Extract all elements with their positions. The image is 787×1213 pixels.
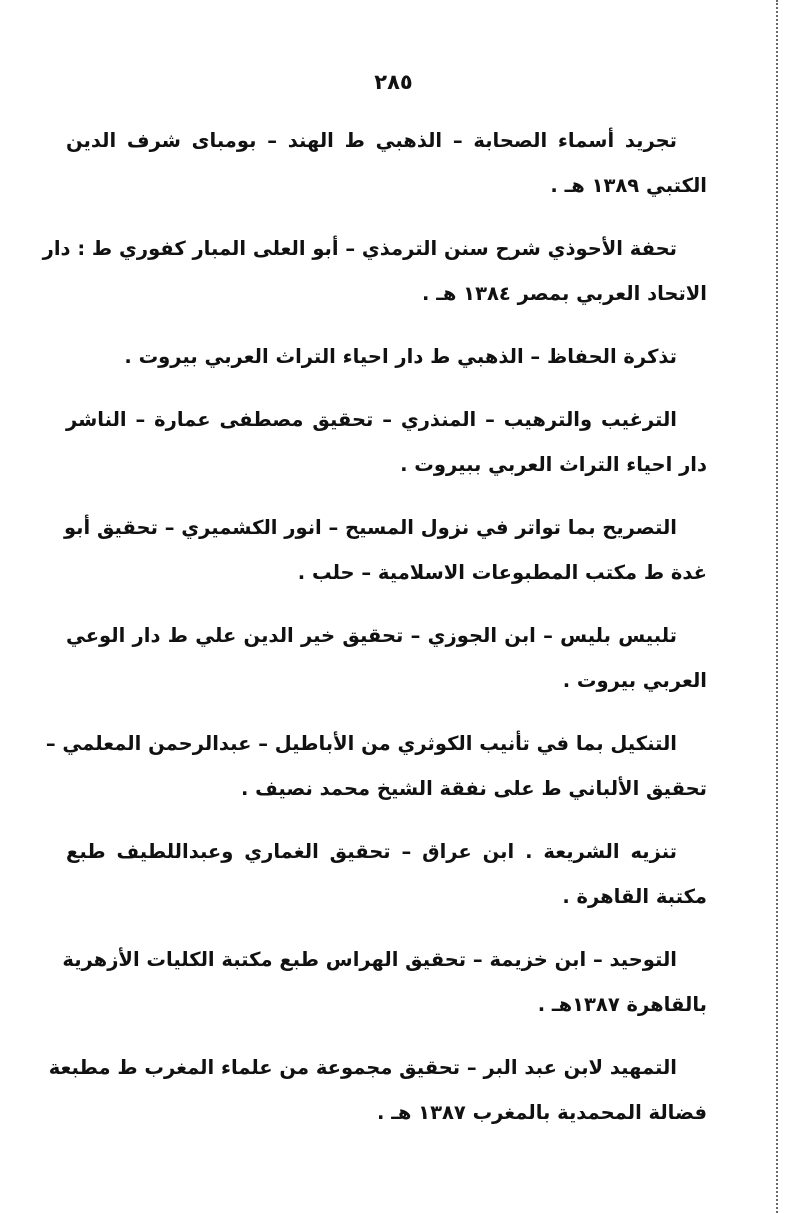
bibliography-entry [66, 397, 707, 487]
entry-line: دار احياء التراث العربي ببيروت . [400, 453, 707, 476]
entry-line: الترغيب والترهيب – المنذري – تحقيق مصطفى عمارة – الناشر [66, 408, 677, 431]
entry-line: تذكرة الحفاظ – الذهبي ط دار احياء التراث العربي بيروت . [124, 345, 677, 368]
entry-line: التوحيد – ابن خزيمة – تحقيق الهراس طبع مكتبة الكليات الأزهرية [62, 948, 677, 971]
entry-line: الكتبي ١٣٨٩ هـ . [550, 174, 707, 197]
entry-line: بالقاهرة ١٣٨٧هـ . [537, 993, 707, 1016]
bibliography-entry [66, 829, 707, 919]
bibliography-entry [45, 721, 707, 811]
entry-line: تجريد أسماء الصحابة – الذهبي ط الهند – بومباى شرف الدين [66, 129, 677, 152]
entry-line: فضالة المحمدية بالمغرب ١٣٨٧ هـ . [377, 1101, 707, 1124]
bibliography-entry [63, 505, 707, 595]
entry-line: التصريح بما تواتر في نزول المسيح – انور الكشميري – تحقيق أبو [63, 516, 677, 539]
bibliography-entry [42, 226, 707, 316]
bibliography-entry [62, 937, 707, 1027]
bibliography-list [42, 118, 707, 1153]
entry-line: غدة ط مكتب المطبوعات الاسلامية – حلب . [297, 561, 707, 584]
entry-line: تحقيق الألباني ط على نفقة الشيخ محمد نصيف . [240, 777, 707, 800]
entry-line: التنكيل بما في تأنيب الكوثري من الأباطيل – عبدالرحمن المعلمي – [45, 732, 677, 755]
bibliography-entry [66, 118, 707, 208]
entry-line: تلبيس بليس – ابن الجوزي – تحقيق خير الدين علي ط دار الوعي [66, 624, 677, 647]
scan-edge-line [776, 0, 778, 1213]
bibliography-entry [66, 613, 707, 703]
bibliography-entry [66, 334, 707, 379]
bibliography-entry [48, 1045, 707, 1135]
entry-line: تحفة الأحوذي شرح سنن الترمذي – أبو العلى المبار كفوري ط : دار [42, 237, 677, 260]
entry-line: مكتبة القاهرة . [562, 885, 707, 908]
entry-line: التمهيد لابن عبد البر – تحقيق مجموعة من علماء المغرب ط مطبعة [48, 1056, 677, 1079]
entry-line: تنزيه الشريعة . ابن عراق – تحقيق الغماري وعبداللطيف طبع [66, 840, 677, 863]
entry-line: الاتحاد العربي بمصر ١٣٨٤ هـ . [422, 282, 707, 305]
entry-line: العربي بيروت . [562, 669, 707, 692]
page-number: ٢٨٥ [374, 70, 413, 94]
